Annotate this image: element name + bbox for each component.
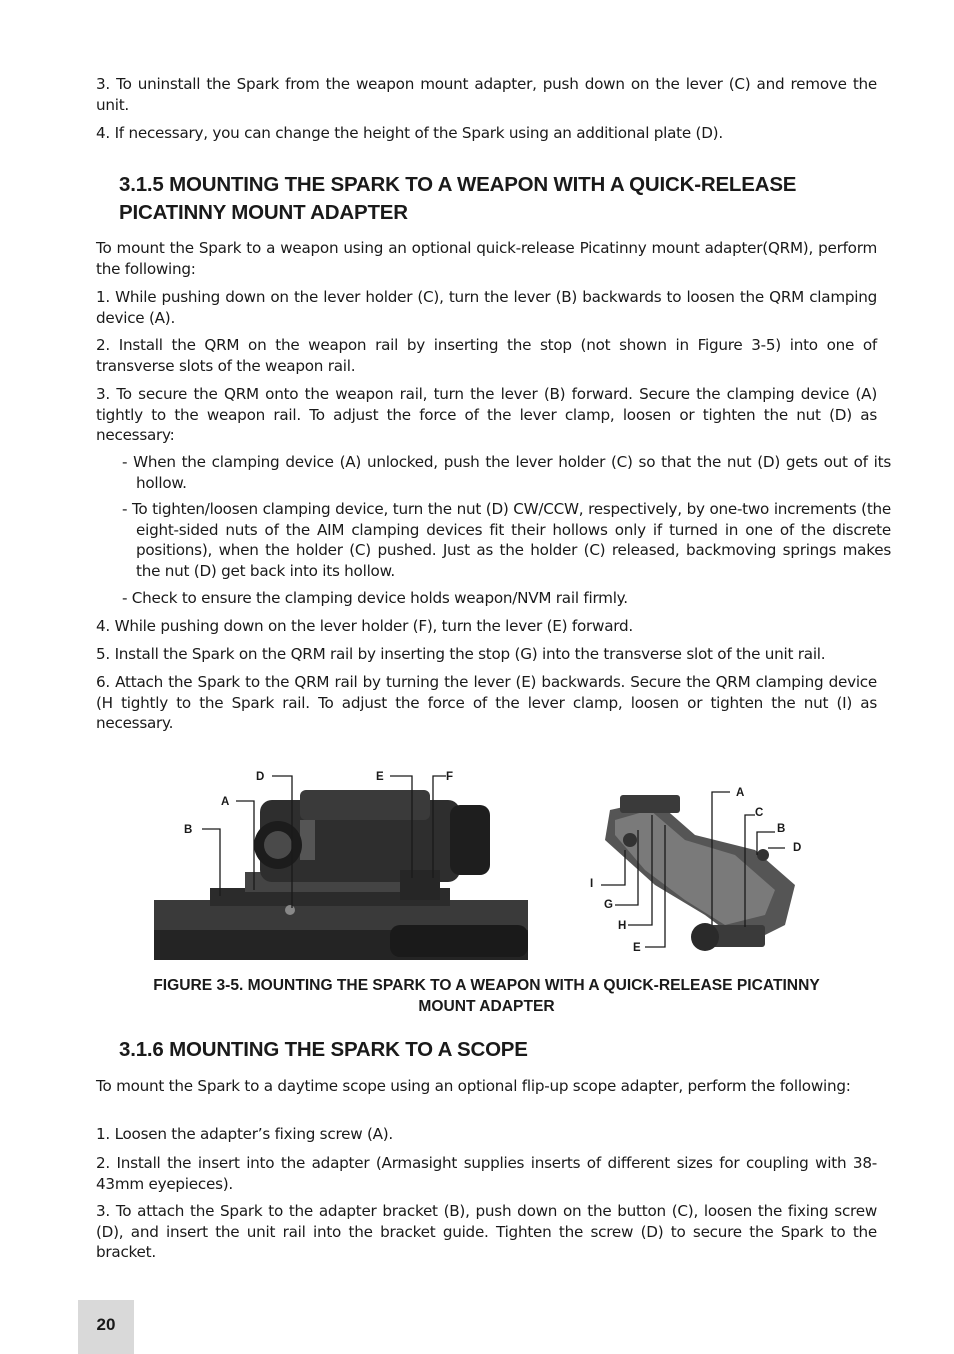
label-b: B [184, 824, 193, 836]
figure-spark-on-weapon [150, 760, 535, 965]
section-315-step-1: 1. While pushing down on the lever holder (C), turn the lever (B) backwards to loosen the QRM clamping device (A). [96, 288, 877, 327]
label-f: F [446, 771, 454, 783]
section-315-step-3: 3. To secure the QRM onto the weapon rail, turn the lever (B) forward. Secure the clamping device (A) tightly to the weapon rail. To adjust the force of the lever clamp, loosen or tighten the nut (D) as necessary: [96, 385, 877, 445]
section-316-intro: To mount the Spark to a daytime scope using an optional flip-up scope adapter, perform the following: [96, 1077, 851, 1095]
label-d: D [793, 842, 802, 854]
section-315-step-4: 4. While pushing down on the lever holder (F), turn the lever (E) forward. [96, 617, 633, 635]
label-d: D [256, 771, 265, 783]
section-315-heading-line1: 3.1.5 MOUNTING THE SPARK TO A WEAPON WITH A QUICK-RELEASE [119, 173, 797, 196]
figure-caption [96, 976, 877, 1017]
page-number-box [78, 1300, 134, 1354]
figure-caption-line1: FIGURE 3-5. MOUNTING THE SPARK TO A WEAPON WITH A QUICK-RELEASE PICATINNY [153, 977, 820, 994]
section-316-step-3: 3. To attach the Spark to the adapter bracket (B), push down on the button (C), loosen the fixing screw (D), and insert the unit rail into the bracket guide. Tighten the screw (D) to secure the Spark to the bracket. [96, 1202, 877, 1262]
section-315-heading-line2: PICATINNY MOUNT ADAPTER [119, 201, 408, 224]
label-b: B [777, 823, 786, 835]
section-315-intro: To mount the Spark to a weapon using an optional quick-release Picatinny mount adapter(QRM), perform the following: [96, 239, 877, 278]
section-316-heading: 3.1.6 MOUNTING THE SPARK TO A SCOPE [119, 1038, 528, 1061]
label-e: E [376, 771, 384, 783]
label-i: I [590, 878, 594, 890]
label-c: C [755, 807, 764, 819]
section-315-step-6: 6. Attach the Spark to the QRM rail by turning the lever (E) backwards. Secure the QRM clamping device (H tightly to the Spark rail. To adjust the force of the lever clamp, loosen or tighten the nut (I) as necessary. [96, 673, 877, 733]
section-316-step-2: 2. Install the insert into the adapter (Armasight supplies inserts of different sizes for coupling with 38-43mm eyepieces). [96, 1154, 877, 1193]
label-a: A [221, 796, 230, 808]
section-315-bullet-1: - When the clamping device (A) unlocked, push the lever holder (C) so that the nut (D) gets out of its hollow. [122, 453, 891, 492]
section-316-step-1: 1. Loosen the adapter’s fixing screw (A). [96, 1125, 394, 1143]
label-h: H [618, 920, 627, 932]
page-number: 20 [96, 1315, 116, 1334]
intro-step-3: 3. To uninstall the Spark from the weapon mount adapter, push down on the lever (C) and remove the unit. [96, 75, 877, 114]
intro-step-4: 4. If necessary, you can change the height of the Spark using an additional plate (D). [96, 124, 723, 142]
figure-caption-line2: MOUNT ADAPTER [418, 997, 555, 1015]
section-315-heading [119, 171, 879, 227]
label-g: G [604, 899, 613, 911]
label-a: A [736, 787, 745, 799]
section-315-bullet-3: - Check to ensure the clamping device holds weapon/NVM rail firmly. [122, 589, 628, 607]
section-315-bullet-2: - To tighten/loosen clamping device, turn the nut (D) CW/CCW, respectively, by one-two increments (the eight-sided nuts of the AIM clamping devices fit their hollows only if turned in one of the discrete positions), when the holder (C) pushed. Just as the holder (C) released, backmoving springs makes the nut (D) get back into its hollow. [122, 500, 891, 580]
label-e: E [633, 942, 641, 954]
section-315-step-2: 2. Install the QRM on the weapon rail by inserting the stop (not shown in Figure 3-5) into one of transverse slots of the weapon rail. [96, 336, 877, 375]
section-315-step-5: 5. Install the Spark on the QRM rail by inserting the stop (G) into the transverse slot of the unit rail. [96, 645, 826, 663]
figure-qrm-adapter [585, 775, 815, 960]
